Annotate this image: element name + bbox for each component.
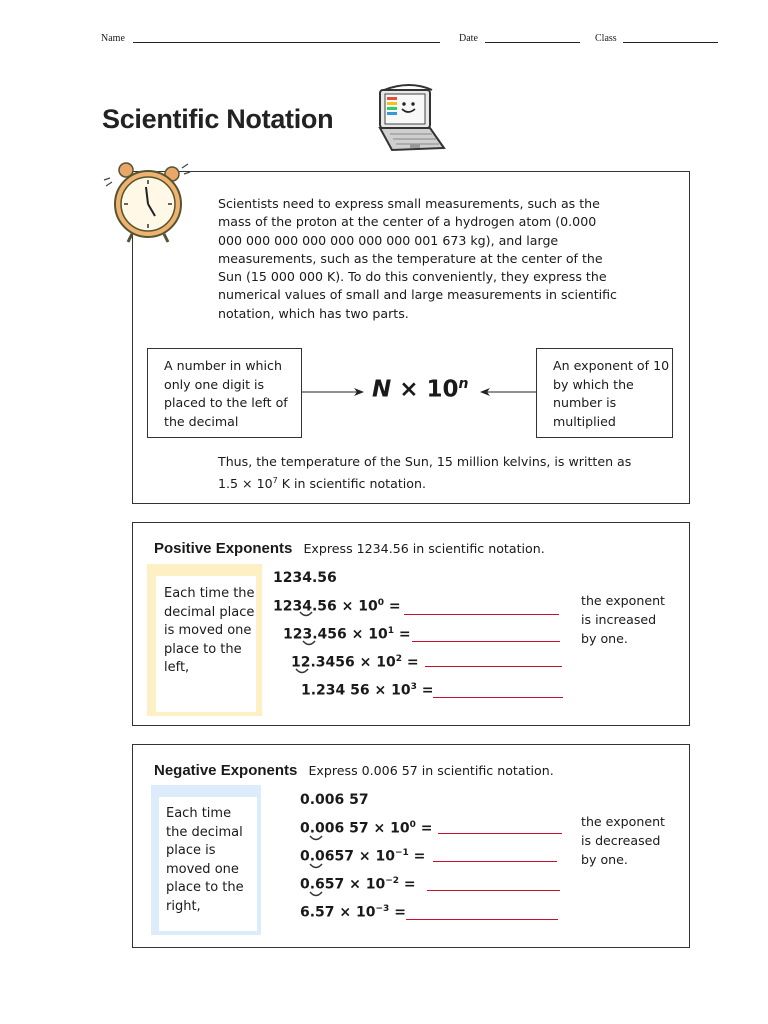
- decimal-move-arrow: [299, 611, 313, 619]
- decimal-move-arrow: [309, 891, 323, 899]
- positive-answer-4[interactable]: [433, 697, 563, 698]
- decimal-move-arrow: [302, 640, 316, 648]
- positive-row-3: $12.3456 \times 10^2$ =: [291, 654, 419, 671]
- negative-row-4: $6.57 \times 10^{-3}$ =: [300, 904, 406, 921]
- thus-text-b: K in scientific notation.: [277, 475, 426, 491]
- alarm-clock-icon: [102, 160, 192, 246]
- positive-answer-1[interactable]: [404, 614, 559, 615]
- formula: [372, 376, 469, 403]
- negative-answer-3[interactable]: [427, 890, 560, 891]
- page-title: Scientific Notation: [102, 104, 334, 134]
- decimal-move-arrow: [309, 863, 323, 871]
- negative-note-panel: [151, 785, 261, 935]
- positive-answer-3[interactable]: [425, 666, 562, 667]
- positive-title: Positive Exponents: [154, 540, 293, 557]
- positive-note-panel: [147, 564, 262, 716]
- positive-start-value: 1234.56: [273, 570, 337, 586]
- positive-row-4: 1.234 $56 \times 10^3$ =: [301, 682, 434, 699]
- positive-heading: [154, 538, 545, 557]
- name-label: Name: [101, 33, 125, 44]
- date-field[interactable]: [485, 42, 580, 43]
- laptop-icon: [370, 82, 450, 158]
- formula-exponent: n: [458, 376, 469, 392]
- negative-answer-1[interactable]: [438, 833, 562, 834]
- negative-title: Negative Exponents: [154, 762, 298, 779]
- positive-note: Each time the decimal place is moved one place to the left,: [164, 586, 255, 675]
- decimal-move-arrow: [295, 668, 309, 676]
- positive-subtitle: Express 1234.56 in scientific notation.: [303, 541, 545, 556]
- formula-times: × 10: [391, 376, 459, 403]
- positive-row-1: $1234.56 \times 10^0$ =: [273, 598, 401, 615]
- negative-answer-2[interactable]: [433, 861, 557, 862]
- class-label: Class: [595, 33, 617, 44]
- decimal-move-arrow: [309, 835, 323, 843]
- positive-side-note: the exponent is increased by one.: [581, 593, 665, 646]
- exponent-part-box: [536, 348, 673, 438]
- negative-side-note: the exponent is decreased by one.: [581, 814, 665, 867]
- negative-note: Each time the decimal place is moved one place to the right,: [166, 806, 244, 914]
- negative-row-2: $0.0657 \times 10^{-1}$ =: [300, 848, 426, 865]
- number-part-box: [147, 348, 302, 438]
- negative-row-3: $0.657 \times 10^{-2}$ =: [300, 876, 416, 893]
- thus-sentence: [218, 453, 638, 493]
- negative-subtitle: Express 0.006 57 in scientific notation.: [308, 763, 554, 778]
- class-field[interactable]: [623, 42, 718, 43]
- thus-text-a: Thus, the temperature of the Sun, 15 million kelvins, is written as 1.5 × 10: [218, 454, 632, 491]
- negative-heading: [154, 760, 554, 779]
- exponent-part-text: An exponent of 10 by which the number is multiplied: [553, 358, 670, 429]
- negative-start-value: 0.006 57: [300, 792, 369, 808]
- name-field[interactable]: [133, 42, 440, 43]
- formula-base: N: [372, 376, 392, 403]
- number-part-text: A number in which only one digit is placed to the left of the decimal: [164, 358, 288, 429]
- thus-exponent: 7: [272, 475, 278, 485]
- negative-row-1: 0.006 $57 \times 10^0$ =: [300, 820, 433, 837]
- intro-paragraph: Scientists need to express small measurements, such as the mass of the proton at the center of a hydrogen atom (0.000 000 000 000 000 000 000 000 001 673 kg), and large measurements, such as the temperature at the center of the Sun (15 000 000 K). To do this conveniently, they express the numerical values of small and large measurements in scientific notation, which has two parts.: [218, 196, 617, 321]
- negative-answer-4[interactable]: [406, 919, 558, 920]
- date-label: Date: [459, 33, 478, 44]
- positive-answer-2[interactable]: [412, 641, 560, 642]
- positive-row-2: $123.456 \times 10^1$ =: [283, 626, 411, 643]
